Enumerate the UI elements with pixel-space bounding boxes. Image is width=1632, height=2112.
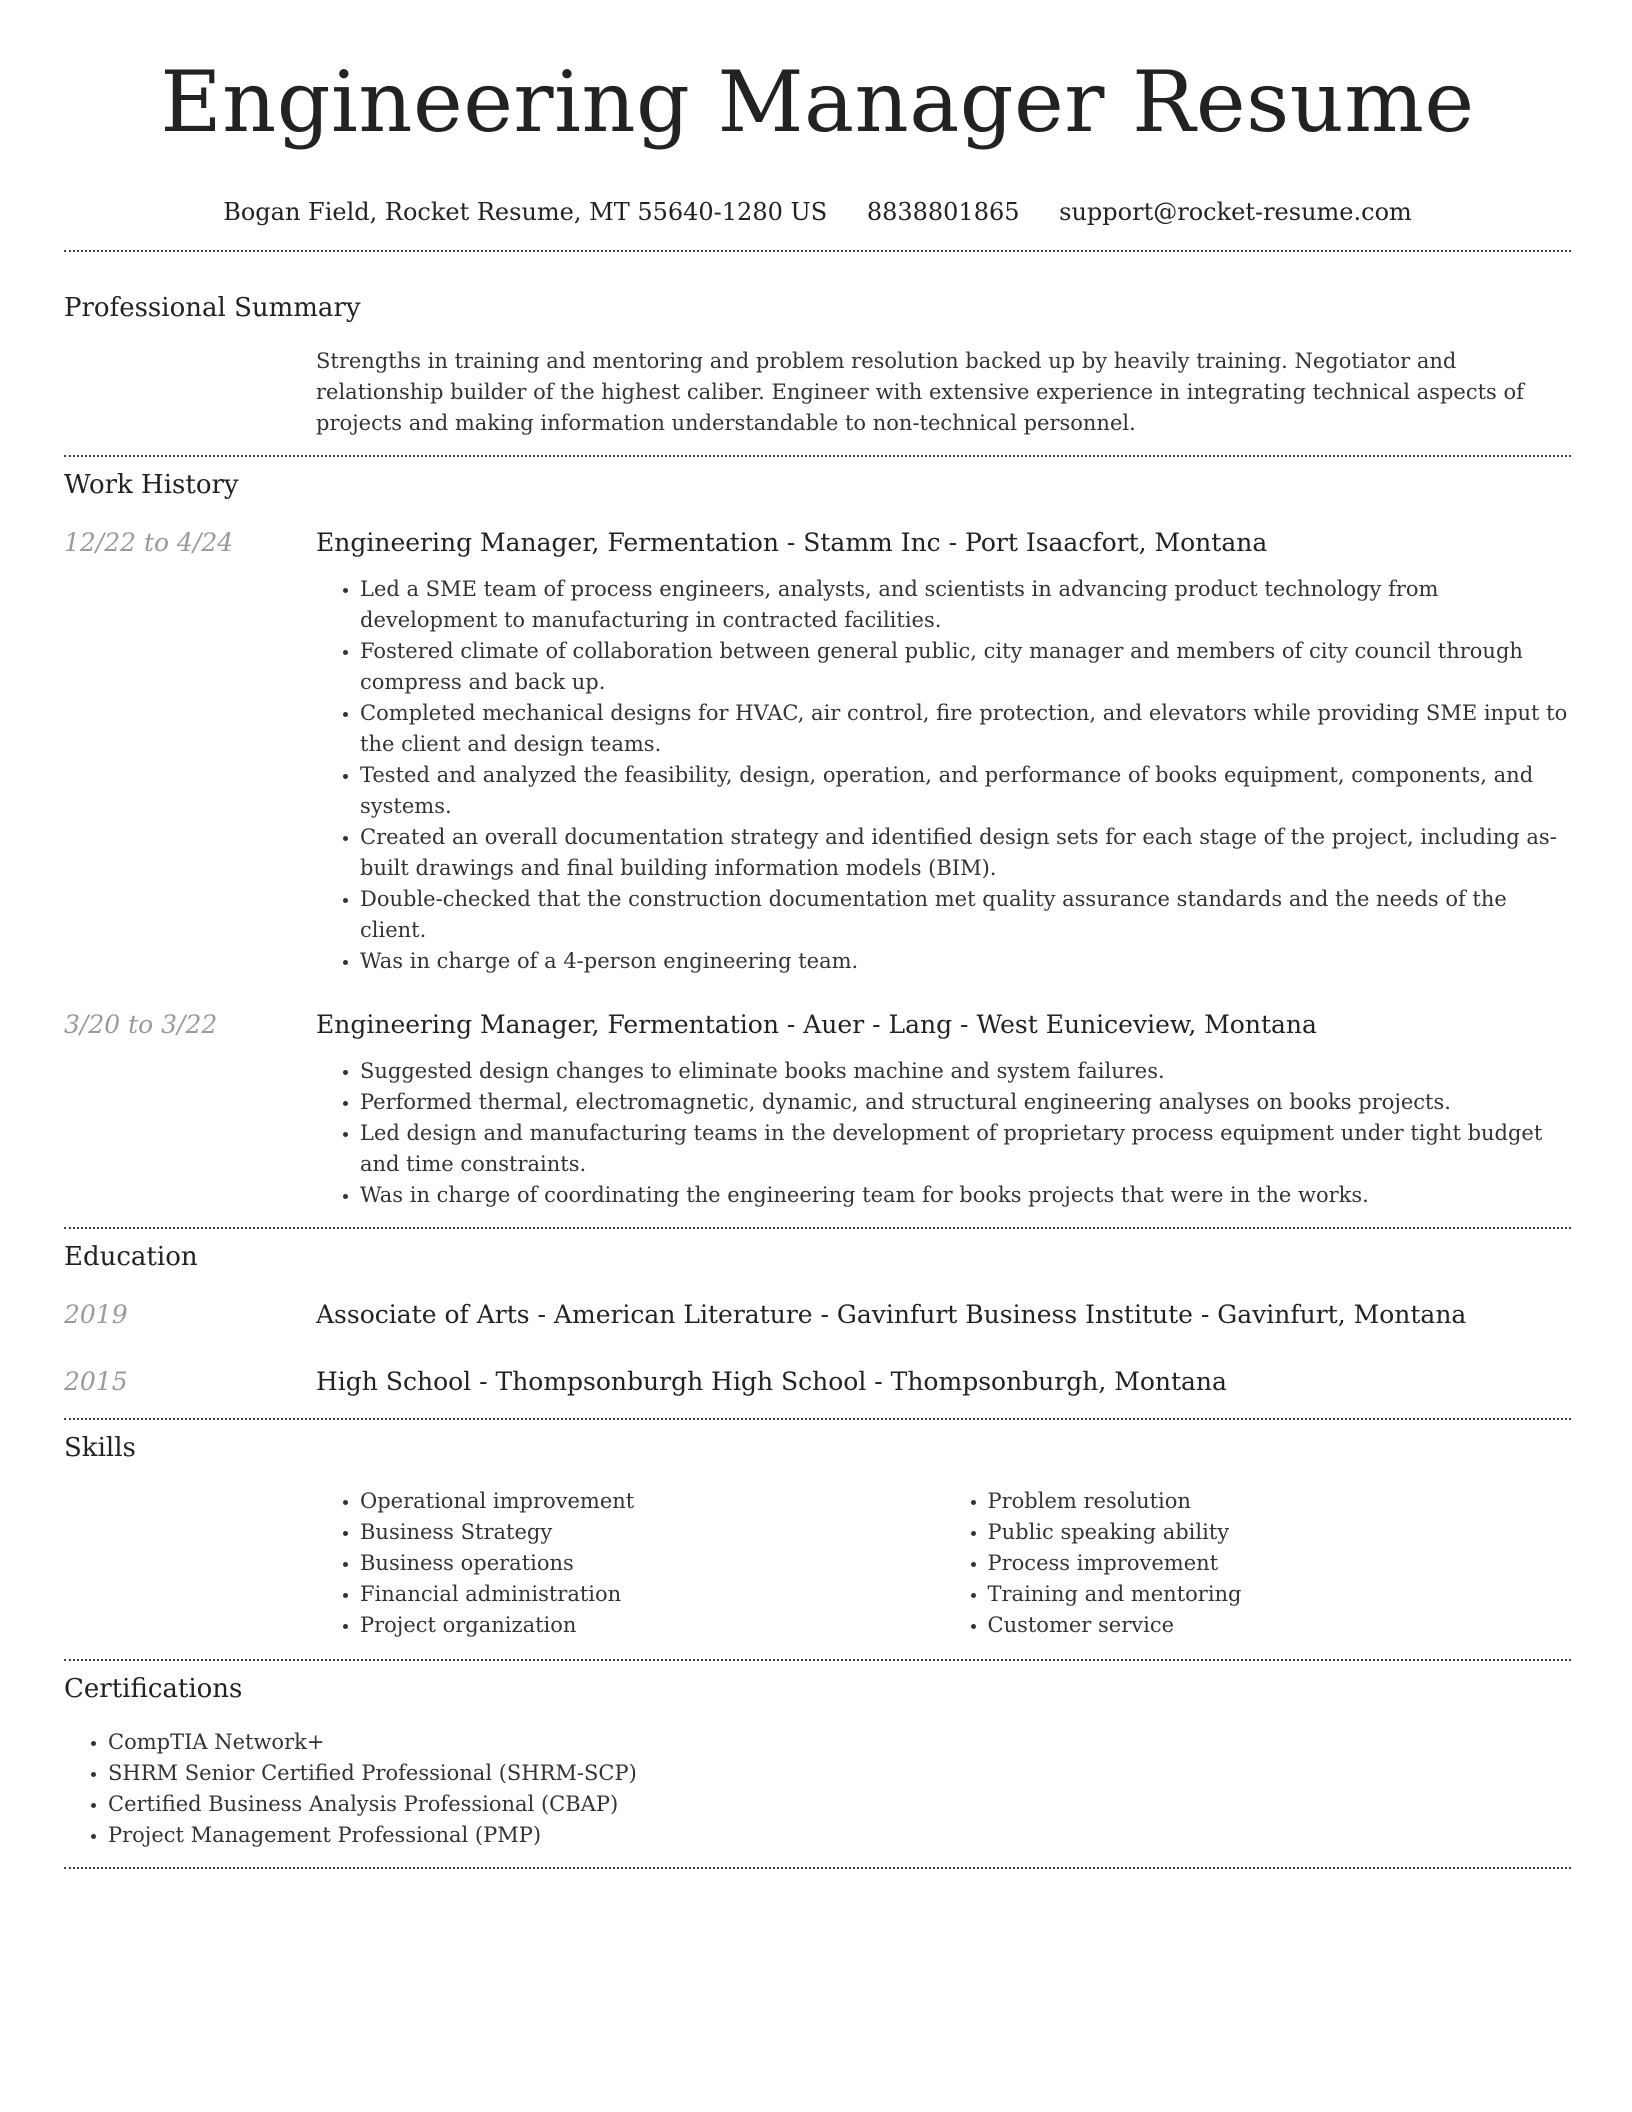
job-bullets	[316, 1056, 1571, 1211]
list-item: • Certified Business Analysis Professional (CBAP)	[108, 1789, 1571, 1820]
divider	[64, 1867, 1571, 1869]
education-text: Associate of Arts - American Literature - Gavinfurt Business Institute - Gavinfurt, Montana	[316, 1300, 1467, 1329]
section-title-skills: Skills	[64, 1433, 136, 1463]
education-entry	[64, 1366, 1571, 1398]
section-title-summary: Professional Summary	[64, 293, 361, 323]
list-item: • Financial administration	[360, 1579, 944, 1610]
divider	[64, 1659, 1571, 1661]
list-item: • Suggested design changes to eliminate books machine and system failures.	[360, 1056, 1571, 1087]
section-title-education: Education	[64, 1242, 198, 1272]
list-item: • Was in charge of a 4-person engineering team.	[360, 946, 1571, 977]
divider	[64, 1418, 1571, 1420]
list-item: • Led design and manufacturing teams in the development of proprietary process equipment under tight budget and time constraints.	[360, 1118, 1571, 1180]
list-item: • Customer service	[988, 1610, 1572, 1641]
divider	[64, 1227, 1571, 1229]
education-text: High School - Thompsonburgh High School - Thompsonburgh, Montana	[316, 1367, 1227, 1396]
job-dates: 12/22 to 4/24	[64, 528, 234, 557]
resume-title: Engineering Manager Resume	[160, 53, 1475, 151]
list-item: • Created an overall documentation strategy and identified design sets for each stage of the project, including as-built drawings and final building information models (BIM).	[360, 822, 1571, 884]
list-item: • Project Management Professional (PMP)	[108, 1820, 1571, 1851]
skills-column-right	[944, 1486, 1572, 1641]
list-item: • Completed mechanical designs for HVAC, air control, fire protection, and elevators while providing SME input to the client and design teams.	[360, 698, 1571, 760]
list-item: • Business operations	[360, 1548, 944, 1579]
certifications-list	[64, 1727, 1571, 1851]
list-item: • Operational improvement	[360, 1486, 944, 1517]
list-item: • Was in charge of coordinating the engineering team for books projects that were in the works.	[360, 1180, 1571, 1211]
education-year: 2015	[64, 1367, 128, 1396]
address: Bogan Field, Rocket Resume, MT 55640-1280 US	[223, 198, 828, 226]
job-entry	[64, 1009, 1571, 1211]
list-item: • Double-checked that the construction documentation met quality assurance standards and the needs of the client.	[360, 884, 1571, 946]
section-title-certifications: Certifications	[64, 1674, 243, 1704]
list-item: • SHRM Senior Certified Professional (SHRM-SCP)	[108, 1758, 1571, 1789]
job-bullets	[316, 574, 1571, 977]
list-item: • Business Strategy	[360, 1517, 944, 1548]
divider	[64, 455, 1571, 457]
job-title: Engineering Manager, Fermentation - Auer - Lang - West Euniceview, Montana	[316, 1010, 1317, 1039]
list-item: • Training and mentoring	[988, 1579, 1572, 1610]
summary-text: Strengths in training and mentoring and problem resolution backed up by heavily training. Negotiator and relationship builder of the highest caliber. Engineer with extensive experience in integrating technical aspects of projects and making information understandable to non-technical personnel.	[316, 349, 1524, 435]
job-title: Engineering Manager, Fermentation - Stamm Inc - Port Isaacfort, Montana	[316, 528, 1268, 557]
job-dates: 3/20 to 3/22	[64, 1010, 218, 1039]
skills-list	[316, 1486, 1571, 1641]
divider	[64, 250, 1571, 252]
list-item: • Led a SME team of process engineers, analysts, and scientists in advancing product technology from development to manufacturing in contracted facilities.	[360, 574, 1571, 636]
list-item: • Process improvement	[988, 1548, 1572, 1579]
education-year: 2019	[64, 1300, 128, 1329]
resume-page	[64, 0, 1571, 1869]
list-item: • Project organization	[360, 1610, 944, 1641]
list-item: • Performed thermal, electromagnetic, dynamic, and structural engineering analyses on books projects.	[360, 1087, 1571, 1118]
list-item: • Fostered climate of collaboration between general public, city manager and members of city council through compress and back up.	[360, 636, 1571, 698]
job-entry	[64, 527, 1571, 977]
email: support@rocket-resume.com	[1059, 198, 1412, 226]
list-item: • Problem resolution	[988, 1486, 1572, 1517]
phone: 8838801865	[866, 198, 1020, 226]
skills-column-left	[316, 1486, 944, 1641]
list-item: • Public speaking ability	[988, 1517, 1572, 1548]
contact-line	[64, 192, 1571, 232]
section-title-work: Work History	[64, 470, 239, 500]
list-item: • Tested and analyzed the feasibility, design, operation, and performance of books equipment, components, and systems.	[360, 760, 1571, 822]
list-item: • CompTIA Network+	[108, 1727, 1571, 1758]
education-entry	[64, 1299, 1571, 1331]
